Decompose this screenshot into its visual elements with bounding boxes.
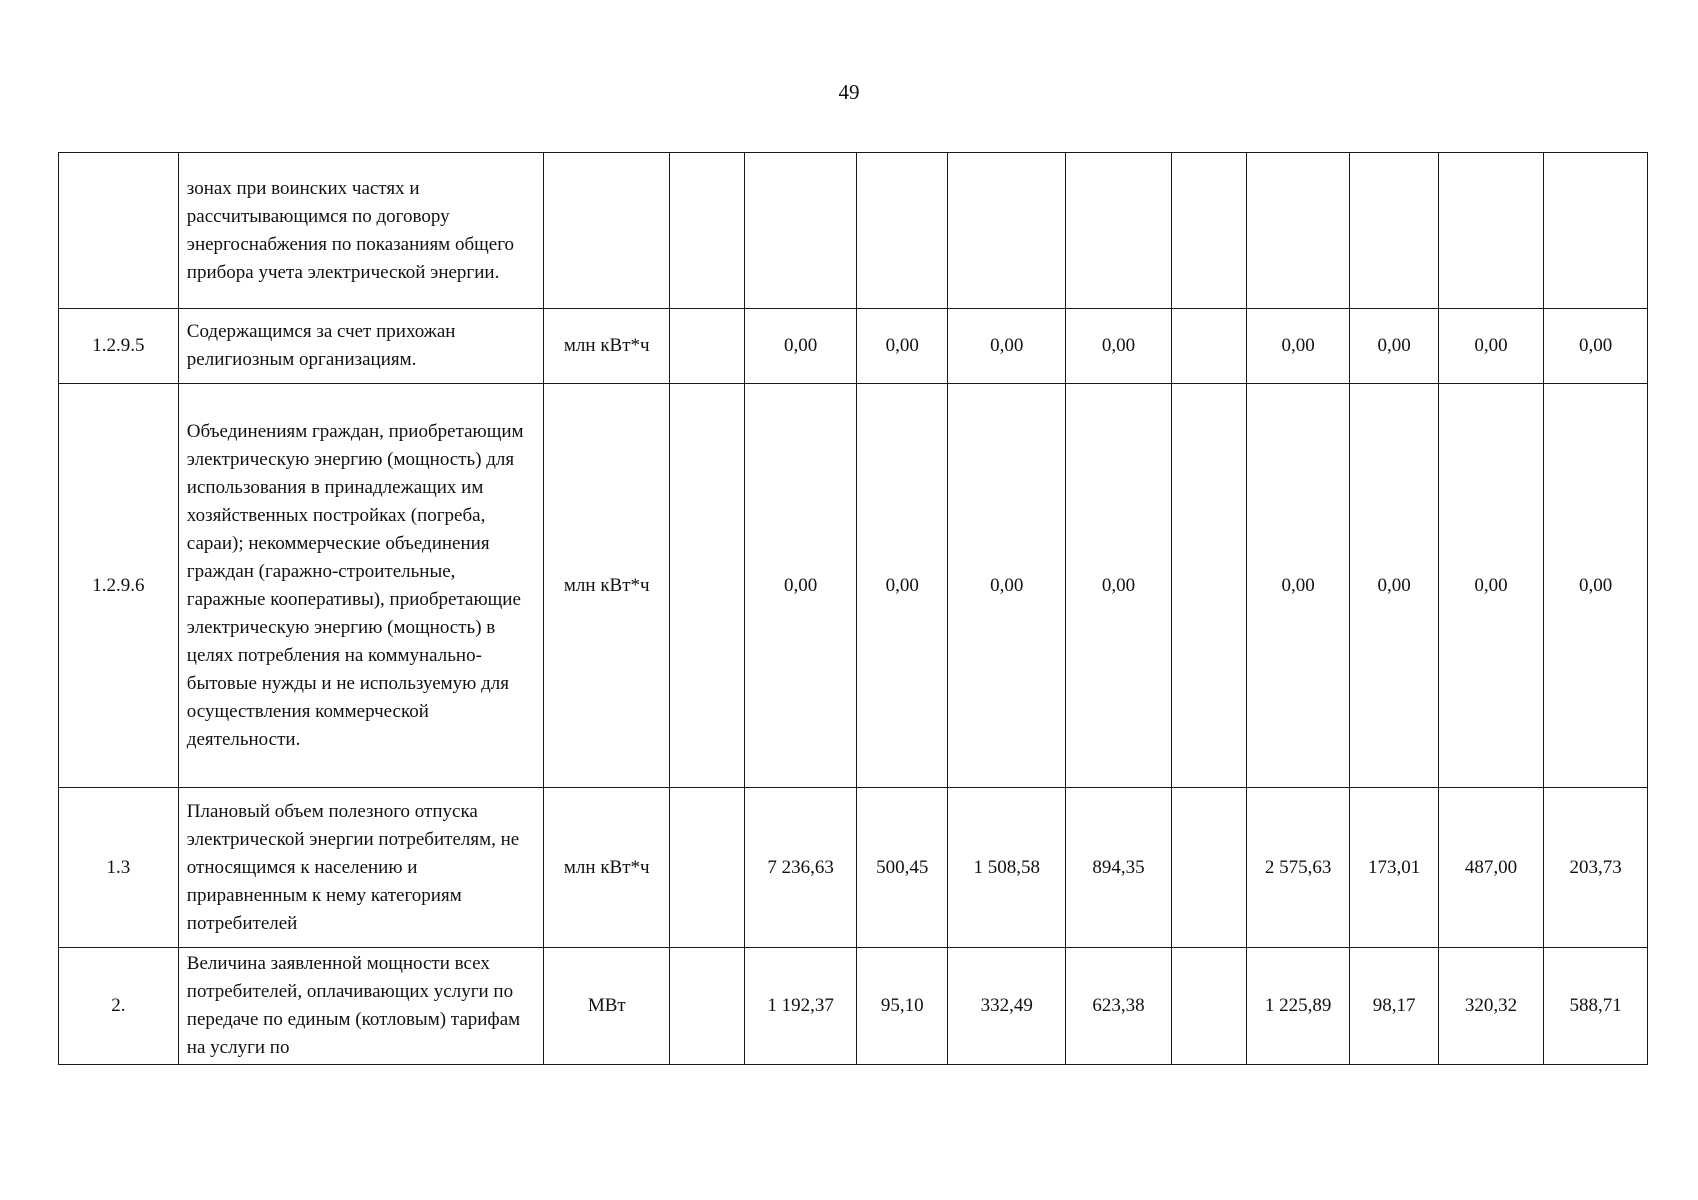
value-cell [1171, 153, 1246, 309]
row-code: 2. [59, 948, 179, 1065]
value-cell [1171, 384, 1246, 788]
value-cell [670, 948, 745, 1065]
row-description: Содержащимся за счет прихожан религиозным организациям. [178, 309, 544, 384]
value-cell: 588,71 [1544, 948, 1648, 1065]
value-cell [948, 153, 1066, 309]
value-cell: 1 192,37 [745, 948, 857, 1065]
value-cell: 98,17 [1350, 948, 1438, 1065]
value-cell: 0,00 [857, 309, 948, 384]
value-cell: 0,00 [1350, 384, 1438, 788]
tariff-table [58, 152, 1648, 1065]
value-cell: 7 236,63 [745, 788, 857, 948]
value-cell: 0,00 [857, 384, 948, 788]
table-row [59, 788, 1648, 948]
row-code: 1.2.9.5 [59, 309, 179, 384]
value-cell: 203,73 [1544, 788, 1648, 948]
value-cell: 0,00 [1438, 309, 1544, 384]
value-cell [1438, 153, 1544, 309]
value-cell [670, 309, 745, 384]
value-cell [670, 384, 745, 788]
row-code: 1.2.9.6 [59, 384, 179, 788]
value-cell: 0,00 [1438, 384, 1544, 788]
value-cell: 0,00 [745, 309, 857, 384]
value-cell: 623,38 [1066, 948, 1172, 1065]
value-cell [1171, 948, 1246, 1065]
row-description: Объединениям граждан, приобретающим электрическую энергию (мощность) для использования в принадлежащих им хозяйственных постройках (погреба, сараи); некоммерческие объединения граждан (гаражно-строительные, гаражные кооперативы), приобретающие электрическую энергию (мощность) в целях потребления на коммунально-бытовые нужды и не используемую для осуществления коммерческой деятельности. [178, 384, 544, 788]
value-cell: 0,00 [1066, 309, 1172, 384]
value-cell [670, 788, 745, 948]
value-cell [1171, 788, 1246, 948]
value-cell: 0,00 [1350, 309, 1438, 384]
row-description: Величина заявленной мощности всех потребителей, оплачивающих услуги по передаче по единым (котловым) тарифам на услуги по [178, 948, 544, 1065]
row-code [59, 153, 179, 309]
value-cell [670, 153, 745, 309]
value-cell: 95,10 [857, 948, 948, 1065]
value-cell [1171, 309, 1246, 384]
value-cell [745, 153, 857, 309]
row-unit: млн кВт*ч [544, 384, 670, 788]
value-cell: 0,00 [745, 384, 857, 788]
value-cell [1350, 153, 1438, 309]
row-unit: МВт [544, 948, 670, 1065]
row-description: Плановый объем полезного отпуска электрической энергии потребителям, не относящимся к населению и приравненным к нему категориям потребителей [178, 788, 544, 948]
value-cell: 0,00 [1066, 384, 1172, 788]
value-cell: 0,00 [948, 309, 1066, 384]
value-cell: 0,00 [1544, 384, 1648, 788]
value-cell [1066, 153, 1172, 309]
value-cell: 0,00 [948, 384, 1066, 788]
table-row [59, 309, 1648, 384]
value-cell [1246, 153, 1350, 309]
value-cell: 0,00 [1544, 309, 1648, 384]
table-row [59, 948, 1648, 1065]
value-cell: 487,00 [1438, 788, 1544, 948]
row-unit [544, 153, 670, 309]
value-cell: 0,00 [1246, 384, 1350, 788]
value-cell: 332,49 [948, 948, 1066, 1065]
row-code: 1.3 [59, 788, 179, 948]
value-cell: 173,01 [1350, 788, 1438, 948]
row-unit: млн кВт*ч [544, 309, 670, 384]
value-cell: 894,35 [1066, 788, 1172, 948]
page-number: 49 [838, 80, 860, 104]
value-cell: 500,45 [857, 788, 948, 948]
table-row [59, 153, 1648, 309]
row-unit: млн кВт*ч [544, 788, 670, 948]
table-row [59, 384, 1648, 788]
value-cell: 2 575,63 [1246, 788, 1350, 948]
value-cell: 1 508,58 [948, 788, 1066, 948]
row-description: зонах при воинских частях и рассчитывающимся по договору энергоснабжения по показаниям общего прибора учета электрической энергии. [178, 153, 544, 309]
value-cell [1544, 153, 1648, 309]
value-cell: 1 225,89 [1246, 948, 1350, 1065]
value-cell: 0,00 [1246, 309, 1350, 384]
value-cell [857, 153, 948, 309]
value-cell: 320,32 [1438, 948, 1544, 1065]
